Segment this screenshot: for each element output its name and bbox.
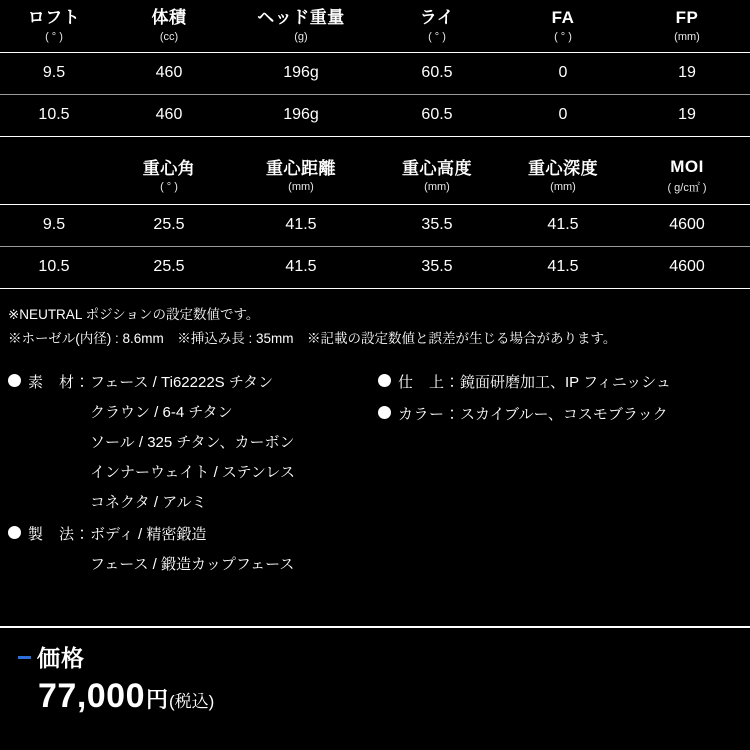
price-amount-row xyxy=(0,677,750,716)
cell-lie: 60.5 xyxy=(421,63,453,81)
cell-loft: 9.5 xyxy=(42,63,66,81)
price-amount: 77,000 xyxy=(38,677,145,715)
cell-cg-depth: 41.5 xyxy=(547,216,579,234)
material-label: 素 材： xyxy=(28,374,91,392)
price-currency: 円 xyxy=(146,687,169,712)
materials-column-left xyxy=(8,368,378,582)
bullet-icon xyxy=(8,526,21,539)
material-value: コネクタ / アルミ xyxy=(90,494,207,512)
table-spacer xyxy=(0,137,750,149)
header-cell-cg-distance: 重心距離 (mm) xyxy=(266,158,336,194)
material-values xyxy=(90,520,294,580)
note-line: ※NEUTRAL ポジションの設定数値です。 xyxy=(8,307,260,323)
bullet-icon xyxy=(8,374,21,387)
table-header-row xyxy=(0,0,750,52)
bullet-icon xyxy=(378,374,391,387)
table-row xyxy=(0,247,750,288)
spec-table-2-body-2 xyxy=(0,247,750,288)
cell-loft: 9.5 xyxy=(42,216,66,234)
material-label: カラー： xyxy=(398,406,461,424)
material-group-color xyxy=(378,400,738,430)
material-value: ボディ / 精密鍛造 xyxy=(90,526,207,544)
cell-cg-height: 35.5 xyxy=(421,258,453,276)
cell-lie: 60.5 xyxy=(421,105,453,123)
material-value: フェース / Ti62222S チタン xyxy=(90,374,274,392)
spec-table-1-body xyxy=(0,53,750,94)
material-value: インナーウェイト / ステンレス xyxy=(90,464,296,482)
price-accent-dash-icon xyxy=(18,656,31,659)
cell-volume: 460 xyxy=(155,63,183,81)
material-values xyxy=(460,400,668,430)
header-cell-volume: 体積 (cc) xyxy=(151,8,187,43)
cell-head-weight: 196g xyxy=(283,105,319,123)
cell-fp: 19 xyxy=(678,105,696,123)
cell-loft: 10.5 xyxy=(38,105,70,123)
cell-head-weight: 196g xyxy=(283,63,319,81)
material-value: クラウン / 6-4 チタン xyxy=(90,404,233,422)
materials-section xyxy=(0,350,750,582)
price-divider xyxy=(0,626,750,628)
material-values xyxy=(460,368,671,398)
spec-table-1-body-2 xyxy=(0,95,750,136)
cell-volume: 460 xyxy=(155,105,183,123)
price-label-row xyxy=(0,640,750,673)
header-cell-moi: MOI ( g/c㎡ ) xyxy=(667,156,707,195)
material-value: フェース / 鍛造カップフェース xyxy=(90,556,295,574)
price-label: 価格 xyxy=(37,645,85,671)
header-cell-cg-angle: 重心角 ( ° ) xyxy=(142,158,196,194)
cell-moi: 4600 xyxy=(669,216,705,234)
header-cell-head-weight: ヘッド重量 (g) xyxy=(257,8,345,43)
material-group-zaishitsu xyxy=(8,368,378,518)
table-row xyxy=(0,53,750,94)
cell-fa: 0 xyxy=(558,63,568,81)
materials-column-right xyxy=(378,368,738,582)
material-value: スカイブルー、コスモブラック xyxy=(460,406,668,424)
header-cell-fp: FP (mm) xyxy=(674,8,700,43)
material-group-seihou xyxy=(8,520,378,580)
spec-table-2-body xyxy=(0,205,750,246)
material-label: 製 法： xyxy=(28,526,91,544)
cell-cg-depth: 41.5 xyxy=(547,258,579,276)
price-section xyxy=(0,640,750,716)
spec-table-1 xyxy=(0,0,750,52)
cell-fp: 19 xyxy=(678,63,696,81)
cell-moi: 4600 xyxy=(669,258,705,276)
cell-cg-distance: 41.5 xyxy=(285,216,317,234)
cell-cg-angle: 25.5 xyxy=(153,258,185,276)
table-row xyxy=(0,205,750,246)
material-value: 鏡面研磨加工、IP フィニッシュ xyxy=(460,374,671,392)
material-value: ソール / 325 チタン、カーボン xyxy=(90,434,295,452)
note-line: ※ホーゼル(内径) : 8.6mm ※挿込み長 : 35mm ※記載の設定数値と誤差が生じる場合があります。 xyxy=(8,330,617,346)
cell-cg-distance: 41.5 xyxy=(285,258,317,276)
header-cell-fa: FA ( ° ) xyxy=(551,8,575,43)
cell-cg-angle: 25.5 xyxy=(153,216,185,234)
material-label: 仕 上： xyxy=(398,374,461,392)
material-values xyxy=(90,368,295,518)
cell-loft: 10.5 xyxy=(38,258,70,276)
material-group-shiage xyxy=(378,368,738,398)
cell-cg-height: 35.5 xyxy=(421,216,453,234)
notes-block xyxy=(0,289,750,350)
header-cell-lie: ライ ( ° ) xyxy=(419,8,455,43)
table-header-row xyxy=(0,149,750,205)
header-cell-loft: ロフト ( ° ) xyxy=(27,8,81,43)
price-tax-note: (税込) xyxy=(169,692,215,711)
spec-table-2 xyxy=(0,149,750,205)
cell-fa: 0 xyxy=(558,105,568,123)
bullet-icon xyxy=(378,406,391,419)
table-row xyxy=(0,95,750,136)
header-cell-cg-height: 重心高度 (mm) xyxy=(402,158,472,194)
header-cell-cg-depth: 重心深度 (mm) xyxy=(528,158,598,194)
header-cell-empty xyxy=(0,149,108,205)
